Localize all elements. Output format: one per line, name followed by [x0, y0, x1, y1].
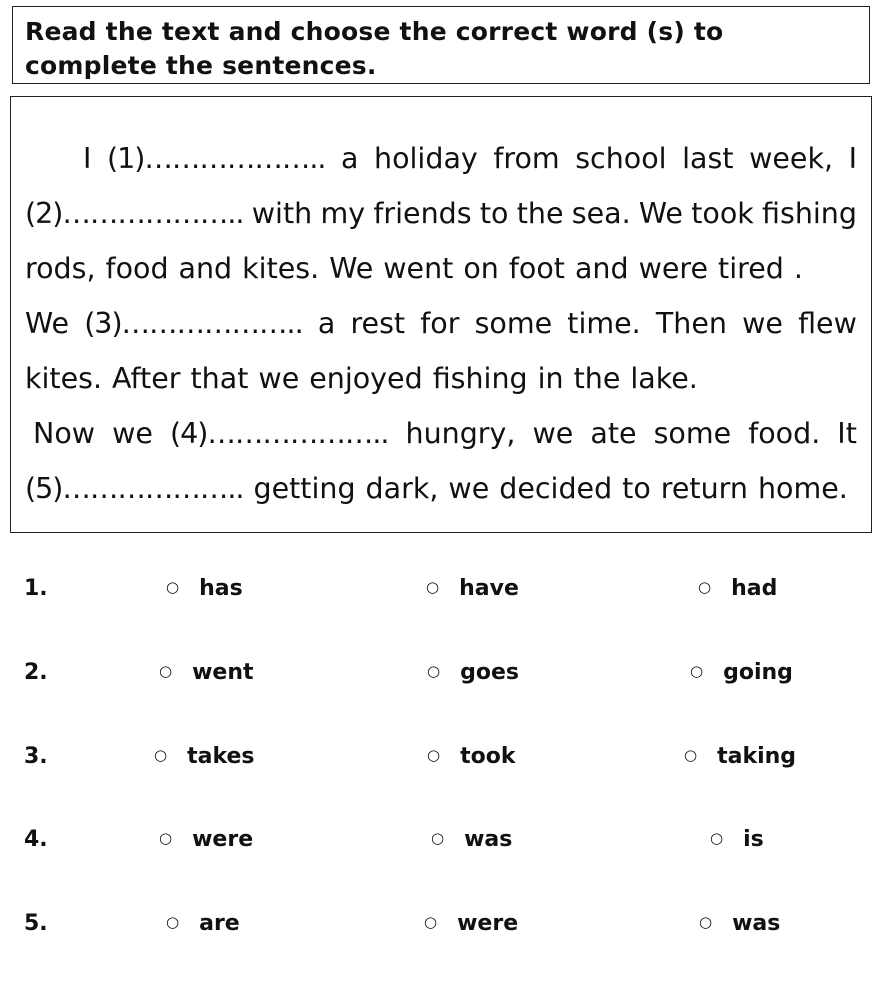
passage-word: Then [655, 307, 727, 340]
passage-word: lake. [630, 362, 698, 395]
passage-word: the [573, 362, 621, 395]
passage-word: We [638, 197, 683, 230]
question-row [24, 660, 864, 700]
radio-circle-icon[interactable]: ○ [426, 578, 440, 596]
passage-word: return [660, 472, 748, 505]
passage-word: home. [757, 472, 848, 505]
passage-word: were [638, 252, 709, 285]
passage-word: kites. [242, 252, 320, 285]
radio-circle-icon[interactable]: ○ [154, 746, 168, 764]
passage-word: the [516, 197, 564, 230]
option-1c[interactable]: ○ had [698, 576, 778, 601]
passage-word: food. [748, 417, 821, 450]
passage-word: (2)……………….. [25, 197, 244, 230]
radio-circle-icon[interactable]: ○ [699, 913, 713, 931]
passage-word: . [793, 252, 803, 285]
question-row [24, 576, 864, 616]
passage-word: school [575, 142, 667, 175]
passage-word: ate [590, 417, 637, 450]
option-4b[interactable]: ○ was [431, 827, 513, 852]
radio-circle-icon[interactable]: ○ [159, 829, 173, 847]
passage-word: and [178, 252, 233, 285]
radio-circle-icon[interactable]: ○ [424, 913, 438, 931]
passage-word: in [537, 362, 564, 395]
passage-word: that [190, 362, 249, 395]
passage-line-3 [25, 241, 857, 296]
passage-word: flew [798, 307, 857, 340]
option-4a[interactable]: ○ were [159, 827, 254, 852]
passage-word: to [479, 197, 509, 230]
radio-circle-icon[interactable]: ○ [684, 746, 698, 764]
passage-word: we [532, 417, 574, 450]
passage-word: we [742, 307, 783, 340]
passage-word: (1)……………….. [106, 142, 326, 175]
passage-word: some [474, 307, 553, 340]
question-number: 5. [24, 911, 48, 936]
passage-word: and [574, 252, 629, 285]
passage-word: tired [718, 252, 784, 285]
question-row [24, 911, 864, 951]
passage-word: enjoyed [309, 362, 423, 395]
passage-word: friends [373, 197, 472, 230]
option-5b[interactable]: ○ were [424, 911, 519, 936]
radio-circle-icon[interactable]: ○ [698, 578, 712, 596]
option-2c[interactable]: ○ going [690, 660, 793, 685]
passage-line-4 [25, 296, 857, 351]
passage-word: for [420, 307, 460, 340]
option-5a[interactable]: ○ are [166, 911, 240, 936]
question-number: 2. [24, 660, 48, 685]
passage-word: decided [499, 472, 613, 505]
instruction-text: Read the text and choose the correct word (s) to complete the sentences. [25, 17, 724, 80]
passage-word: I [848, 142, 857, 175]
question-row [24, 827, 864, 867]
passage-word: last [682, 142, 734, 175]
passage-word: rods, [25, 252, 96, 285]
option-2b[interactable]: ○ goes [427, 660, 519, 685]
passage-word: After [112, 362, 181, 395]
question-number: 4. [24, 827, 48, 852]
passage-word: time. [567, 307, 641, 340]
passage-line-1 [25, 131, 857, 186]
passage-word: (3)……………….. [84, 307, 303, 340]
passage-word: dark, [365, 472, 439, 505]
passage-word: my [320, 197, 366, 230]
passage-word: with [251, 197, 313, 230]
passage-word: getting [253, 472, 356, 505]
passage-word: fishing [432, 362, 528, 395]
question-number: 3. [24, 744, 48, 769]
passage-word: food [105, 252, 169, 285]
question-row [24, 744, 864, 784]
passage-word: went [383, 252, 454, 285]
radio-circle-icon[interactable]: ○ [166, 578, 180, 596]
option-3b[interactable]: ○ took [427, 744, 516, 769]
passage-word: holiday [374, 142, 478, 175]
passage-line-2 [25, 186, 857, 241]
passage-word: Now [33, 417, 96, 450]
passage-word: kites. [25, 362, 103, 395]
instruction-box [12, 6, 870, 84]
radio-circle-icon[interactable]: ○ [710, 829, 724, 847]
passage-word: a [341, 142, 359, 175]
passage-line-5 [25, 351, 857, 406]
passage-word: (5)……………….. [25, 472, 244, 505]
option-5c[interactable]: ○ was [699, 911, 781, 936]
passage-word: took [691, 197, 754, 230]
radio-circle-icon[interactable]: ○ [166, 913, 180, 931]
passage-word: from [493, 142, 560, 175]
passage-word: we [448, 472, 490, 505]
question-number: 1. [24, 576, 48, 601]
radio-circle-icon[interactable]: ○ [431, 829, 445, 847]
passage-word: I [83, 142, 92, 175]
passage-word: We [25, 307, 70, 340]
option-3c[interactable]: ○ taking [684, 744, 797, 769]
passage-word: we [258, 362, 300, 395]
option-1b[interactable]: ○ have [426, 576, 519, 601]
passage-box [10, 96, 872, 533]
passage-word: sea. [571, 197, 631, 230]
radio-circle-icon[interactable]: ○ [690, 662, 704, 680]
passage-line-7 [25, 461, 857, 516]
passage-word: a [317, 307, 336, 340]
option-1a[interactable]: ○ has [166, 576, 243, 601]
passage-word: foot [508, 252, 565, 285]
passage-line-6 [25, 406, 857, 461]
passage-word: rest [350, 307, 406, 340]
radio-circle-icon[interactable]: ○ [427, 746, 441, 764]
passage-word: we [112, 417, 153, 450]
passage-word: on [463, 252, 499, 285]
radio-circle-icon[interactable]: ○ [159, 662, 173, 680]
option-3a[interactable]: ○ takes [154, 744, 255, 769]
radio-circle-icon[interactable]: ○ [427, 662, 441, 680]
passage-word: some [653, 417, 732, 450]
passage-word: week, [749, 142, 834, 175]
passage-word: to [622, 472, 651, 505]
option-4c[interactable]: ○ is [710, 827, 764, 852]
passage-word: fishing [762, 197, 857, 230]
passage-word: We [329, 252, 374, 285]
option-2a[interactable]: ○ went [159, 660, 254, 685]
passage-word: It [837, 417, 857, 450]
passage-word: hungry, [405, 417, 516, 450]
passage-word: (4)……………….. [169, 417, 389, 450]
